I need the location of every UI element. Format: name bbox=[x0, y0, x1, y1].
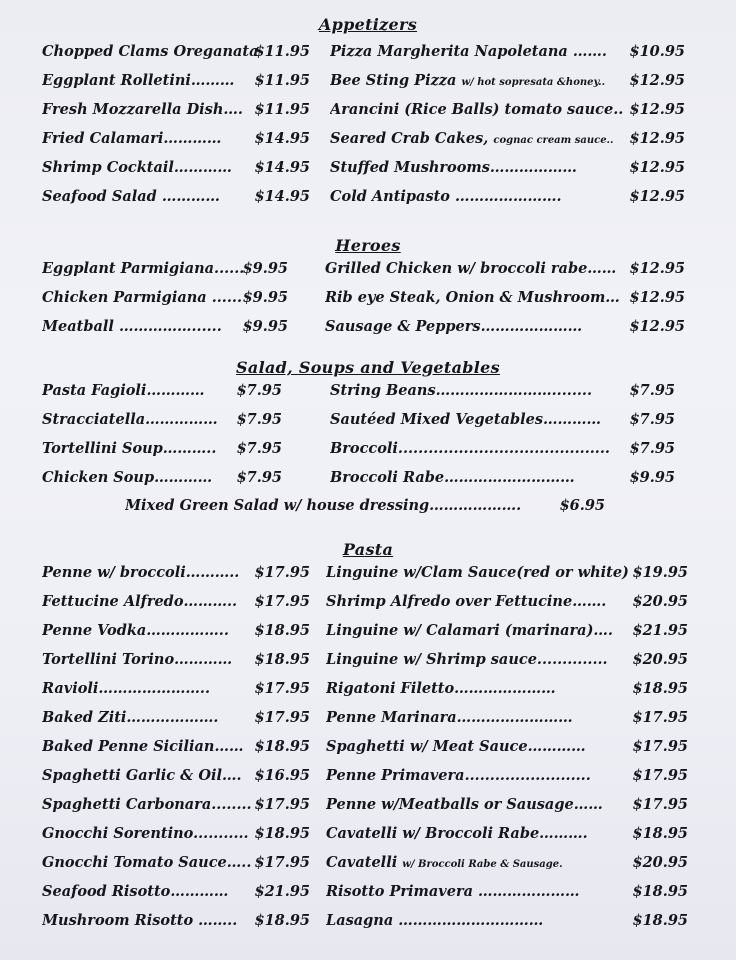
menu-item: Pasta Fagioli………… $7.95 bbox=[42, 382, 282, 399]
menu-item: String Beans……………………........ $7.95 bbox=[330, 382, 675, 399]
menu-item: Cavatelli w/ Broccoli Rabe………. $18.95 bbox=[326, 825, 688, 842]
pasta-right-column bbox=[326, 558, 688, 935]
menu-item: Penne Marinara…………………… $17.95 bbox=[326, 709, 688, 726]
menu-item: Tortellini Torino………… $18.95 bbox=[42, 651, 310, 668]
appetizers-left-column bbox=[42, 37, 310, 211]
menu-item: Baked Penne Sicilian…… $18.95 bbox=[42, 738, 310, 755]
salads-left-column bbox=[42, 376, 282, 492]
menu-item: Stracciatella…………… $7.95 bbox=[42, 411, 282, 428]
menu-item: Shrimp Cocktail………… $14.95 bbox=[42, 159, 310, 176]
appetizers-right-column bbox=[330, 37, 685, 211]
menu-item: Meatball ……………...... $9.95 bbox=[42, 318, 288, 335]
menu-item: Baked Ziti………………. $17.95 bbox=[42, 709, 310, 726]
menu-item: Lasagna ………………………… $18.95 bbox=[326, 912, 688, 929]
menu-item: Linguine w/ Shrimp sauce.............. $20.95 bbox=[326, 651, 688, 668]
menu-item: Ravioli………………….. $17.95 bbox=[42, 680, 310, 697]
menu-item: Broccoli.......................................... $7.95 bbox=[330, 440, 675, 457]
menu-item: Cavatelli w/ Broccoli Rabe & Sausage. $20.95 bbox=[326, 854, 688, 871]
menu-item: Rib eye Steak, Onion & Mushroom… $12.95 bbox=[325, 289, 685, 306]
salads-right-column bbox=[330, 376, 675, 492]
menu-item: Penne Primavera......................... $17.95 bbox=[326, 767, 688, 784]
menu-item: Cold Antipasto …………………. $12.95 bbox=[330, 188, 685, 205]
menu-item: Fettucine Alfredo……….. $17.95 bbox=[42, 593, 310, 610]
menu-item: Gnocchi Sorentino........... $18.95 bbox=[42, 825, 310, 842]
menu-item: Spaghetti Carbonara........ $17.95 bbox=[42, 796, 310, 813]
heroes-left-column bbox=[42, 254, 288, 341]
menu-item: Sautéed Mixed Vegetables………… $7.95 bbox=[330, 411, 675, 428]
menu-item: Pizza Margherita Napoletana ……. $10.95 bbox=[330, 43, 685, 60]
menu-item: Fresh Mozzarella Dish…. $11.95 bbox=[42, 101, 310, 118]
heroes-right-column bbox=[325, 254, 685, 341]
menu-item: Rigatoni Filetto………………… $18.95 bbox=[326, 680, 688, 697]
section-title-salad-soups: Salad, Soups and Vegetables bbox=[236, 358, 500, 377]
menu-item: Linguine w/Clam Sauce(red or white) $19.95 bbox=[326, 564, 688, 581]
menu-item: Stuffed Mushrooms……………… $12.95 bbox=[330, 159, 685, 176]
section-title-heroes: Heroes bbox=[335, 236, 401, 255]
menu-item: Risotto Primavera ………………… $18.95 bbox=[326, 883, 688, 900]
menu-item: Penne Vodka…………….. $18.95 bbox=[42, 622, 310, 639]
menu-item: Bee Sting Pizza w/ hot sopresata &honey.. $12.95 bbox=[330, 72, 685, 89]
menu-item: Tortellini Soup……….. $7.95 bbox=[42, 440, 282, 457]
menu-item: Chicken Parmigiana ...... $9.95 bbox=[42, 289, 288, 306]
menu-item: Seafood Salad ………… $14.95 bbox=[42, 188, 310, 205]
menu-item: Penne w/ broccoli……….. $17.95 bbox=[42, 564, 310, 581]
menu-item: Mushroom Risotto …….. $18.95 bbox=[42, 912, 310, 929]
menu-item: Broccoli Rabe……………………… $9.95 bbox=[330, 469, 675, 486]
menu-item: Seared Crab Cakes, cognac cream sauce.. $12.95 bbox=[330, 130, 685, 147]
menu-item: Grilled Chicken w/ broccoli rabe…… $12.95 bbox=[325, 260, 685, 277]
menu-item: Spaghetti Garlic & Oil…. $16.95 bbox=[42, 767, 310, 784]
menu-item: Eggplant Parmigiana...... $9.95 bbox=[42, 260, 288, 277]
menu-item: Spaghetti w/ Meat Sauce………… $17.95 bbox=[326, 738, 688, 755]
menu-item: Gnocchi Tomato Sauce….. $17.95 bbox=[42, 854, 310, 871]
menu-item: Eggplant Rolletini……… $11.95 bbox=[42, 72, 310, 89]
mixed-green-salad-row bbox=[125, 491, 605, 520]
menu-item: Fried Calamari………… $14.95 bbox=[42, 130, 310, 147]
menu-item: Mixed Green Salad w/ house dressing………………. $6.95 bbox=[125, 497, 605, 514]
menu-item: Shrimp Alfredo over Fettucine……. $20.95 bbox=[326, 593, 688, 610]
pasta-left-column bbox=[42, 558, 310, 935]
section-title-pasta: Pasta bbox=[342, 540, 394, 559]
menu-item: Chopped Clams Oreganata $11.95 bbox=[42, 43, 310, 60]
menu-item: Sausage & Peppers………………… $12.95 bbox=[325, 318, 685, 335]
section-title-appetizers: Appetizers bbox=[318, 15, 418, 34]
menu-item: Linguine w/ Calamari (marinara)…. $21.95 bbox=[326, 622, 688, 639]
menu-item: Arancini (Rice Balls) tomato sauce.. $12.95 bbox=[330, 101, 685, 118]
menu-item: Chicken Soup………… $7.95 bbox=[42, 469, 282, 486]
menu-item: Seafood Risotto………… $21.95 bbox=[42, 883, 310, 900]
menu-item: Penne w/Meatballs or Sausage…… $17.95 bbox=[326, 796, 688, 813]
